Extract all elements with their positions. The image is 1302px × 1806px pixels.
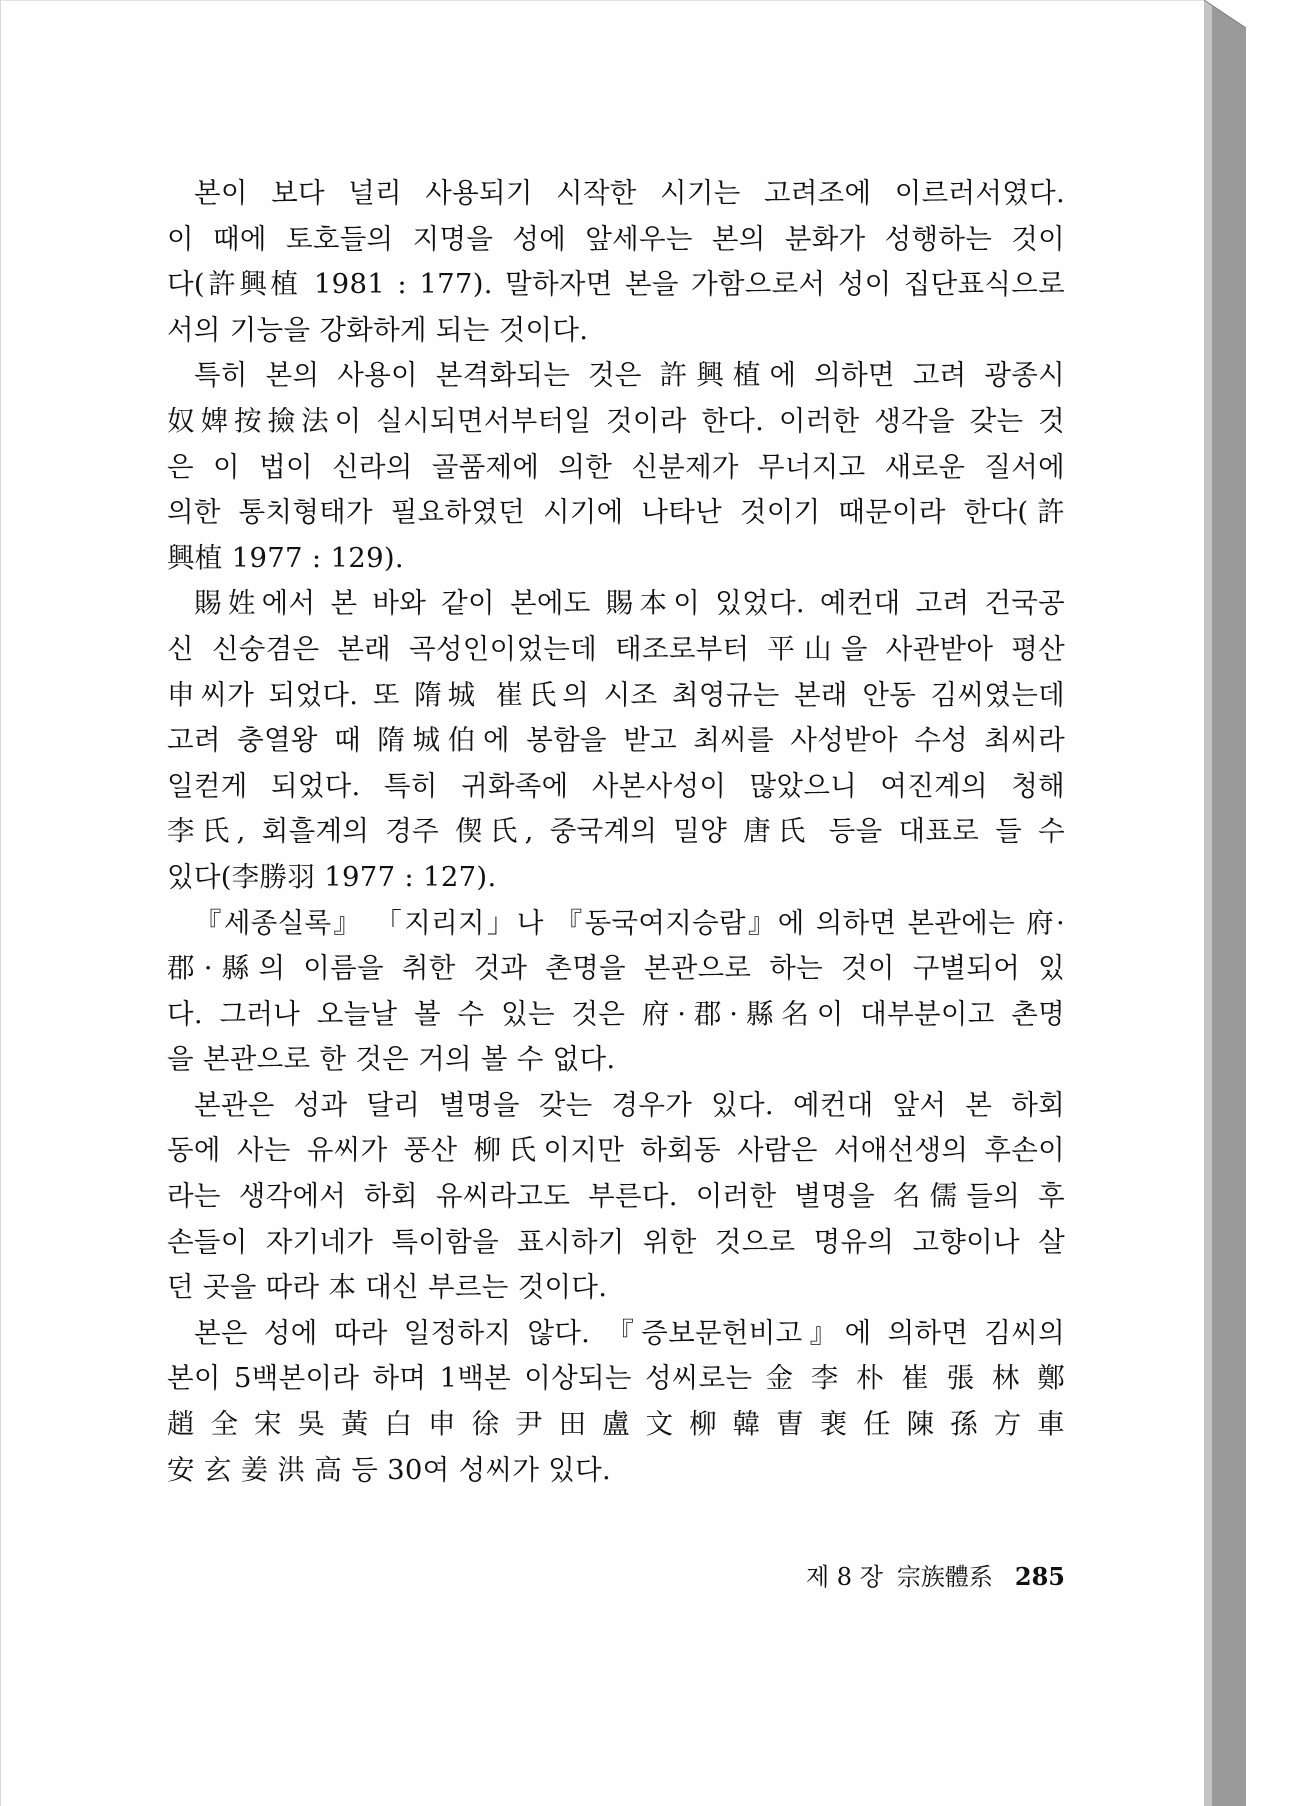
footer-title: 宗族體系 [896,1563,993,1591]
text-line: 郡·縣의 이름을 취한 것과 촌명을 본관으로 하는 것이 구별되어 있 [167,952,1065,985]
text-line: 『세종실록』 「지리지」나 『동국여지승람』에 의하면 본관에는 府· [194,906,1065,939]
text-line: 賜姓에서 본 바와 같이 본에도 賜本이 있었다. 예컨대 고려 건국공 [194,587,1065,620]
text-line: 李氏, 회흘계의 경주 偰氏, 중국계의 밀양 唐氏 등을 대표로 들 수 [167,815,1065,848]
text-line: 신 신숭겸은 본래 곡성인이었는데 태조로부터 平山을 사관받아 평산 [167,632,1065,665]
running-footer [765,1557,1065,1592]
text-line: 라는 생각에서 하회 유씨라고도 부른다. 이러한 별명을 名儒들의 후 [167,1180,1065,1213]
paragraph [167,171,1065,353]
paragraph [167,901,1065,1083]
footer-chapter: 제 8 장 [805,1563,883,1591]
text-line: 을 본관으로 한 것은 거의 볼 수 없다. [167,1043,616,1076]
text-line: 이 때에 토호들의 지명을 성에 앞세우는 본의 분화가 성행하는 것이 [167,222,1065,255]
text-line: 興植 1977 : 129). [167,541,404,574]
body-text [167,171,1065,1493]
text-line: 安 玄 姜 洪 高 등 30여 성씨가 있다. [167,1453,612,1486]
text-line: 일컫게 되었다. 특히 귀화족에 사본사성이 많았으니 여진계의 청해 [167,769,1065,802]
text-line: 본관은 성과 달리 별명을 갖는 경우가 있다. 예컨대 앞서 본 하회 [194,1088,1065,1121]
text-line: 趙 全 宋 吳 黃 白 申 徐 尹 田 盧 文 柳 韓 曺 裵 任 陳 孫 方 車 [167,1408,1065,1441]
paragraph [167,581,1065,900]
text-line: 본이 보다 널리 사용되기 시작한 시기는 고려조에 이르러서였다. [194,177,1065,209]
text-line: 본이 5백본이라 하며 1백본 이상되는 성씨로는 金 李 朴 崔 張 林 鄭 [167,1362,1065,1395]
text-line: 손들이 자기네가 특이함을 표시하기 위한 것으로 명유의 고향이나 살 [167,1225,1065,1258]
text-line: 던 곳을 따라 本 대신 부르는 것이다. [167,1271,608,1304]
text-line: 은 이 법이 신라의 골품제에 의한 신분제가 무너지고 새로운 질서에 [167,450,1065,483]
text-line: 다(許興植 1981 : 177). 말하자면 본을 가함으로서 성이 집단표식으로 [167,268,1065,301]
text-line: 특히 본의 사용이 본격화되는 것은 許興植에 의하면 고려 광종시 [194,359,1065,392]
text-line: 의한 통치형태가 필요하였던 시기에 나타난 것이기 때문이라 한다(許 [167,496,1065,529]
text-line: 있다(李勝羽 1977 : 127). [167,860,497,893]
text-line: 동에 사는 유씨가 풍산 柳氏이지만 하회동 사람은 서애선생의 후손이 [167,1134,1065,1167]
paragraph [167,1311,1065,1493]
text-line: 고려 충열왕 때 隋城伯에 봉함을 받고 최씨를 사성받아 수성 최씨라 [167,724,1065,757]
text-line: 申씨가 되었다. 또 隋城 崔氏의 시조 최영규는 본래 안동 김씨였는데 [167,678,1065,711]
text-line: 본은 성에 따라 일정하지 않다. 『증보문헌비고』에 의하면 김씨의 [194,1316,1065,1349]
paragraph [167,353,1065,581]
text-line: 다. 그러나 오늘날 볼 수 있는 것은 府·郡·縣名이 대부분이고 촌명 [167,997,1065,1030]
text-line: 奴婢按撿法이 실시되면서부터일 것이라 한다. 이러한 생각을 갖는 것 [167,404,1065,437]
book-spine-highlight [1204,0,1212,1806]
paragraph [167,1083,1065,1311]
page-number: 285 [1014,1562,1065,1591]
text-line: 서의 기능을 강화하게 되는 것이다. [167,313,589,346]
